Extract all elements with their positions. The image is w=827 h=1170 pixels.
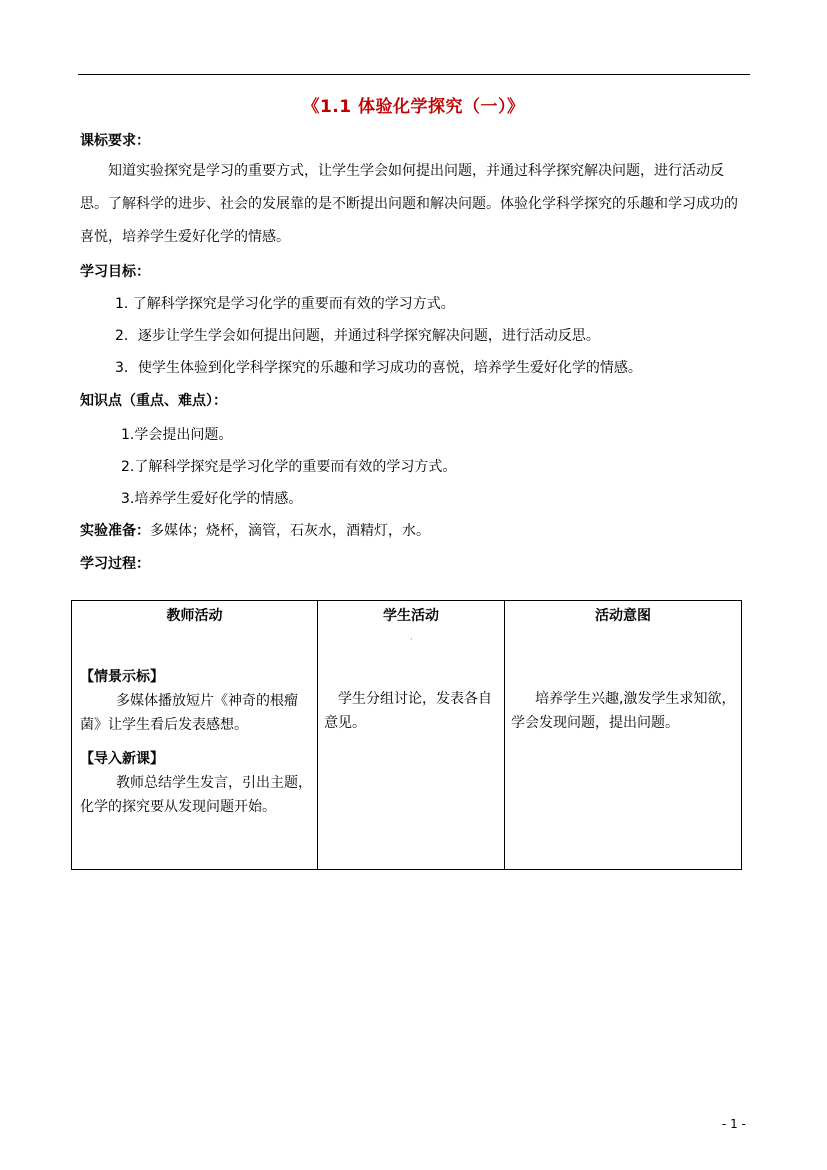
key-point-item-1: 1.学会提出问题。 [121, 427, 233, 443]
intro-title: 【导入新课】 [80, 751, 164, 767]
intent-column [505, 601, 741, 869]
objective-item-1: 1. 了解科学探究是学习化学的重要而有效的学习方式。 [115, 296, 455, 312]
standards-text: 知道实验探究是学习的重要方式，让学生学会如何提出问题，并通过科学探究解决问题，进行活动反思。了解科学的进步、社会的发展靠的是不断提出问题和解决问题。体验化学科学探究的乐趣和学习成功的喜悦，培养学生爱好化学的情感。 [80, 163, 738, 245]
student-column [318, 601, 505, 869]
process-heading: 学习过程： [80, 556, 150, 572]
key-point-item-2: 2.了解科学探究是学习化学的重要而有效的学习方式。 [121, 459, 457, 475]
header-activity-intent: 活动意图 [595, 608, 651, 624]
scenario-text-1: 多媒体播放短片《神奇的根瘤 [116, 693, 298, 709]
page-number: - 1 - [722, 1117, 746, 1131]
stray-dot: · [410, 635, 413, 644]
key-points-heading: 知识点（重点、难点）： [80, 393, 227, 409]
scenario-title: 【情景示标】 [80, 669, 164, 685]
header-teacher-activity: 教师活动 [166, 608, 223, 624]
objective-item-3: 3．使学生体验到化学科学探究的乐趣和学习成功的喜悦，培养学生爱好化学的情感。 [115, 360, 642, 376]
prep-text: 多媒体；烧杯，滴管，石灰水，酒精灯，水。 [150, 523, 430, 539]
prep-label: 实验准备： [80, 523, 150, 539]
prep-line [80, 520, 430, 540]
student-text-2: 意见。 [324, 715, 366, 731]
page-title: 《1.1 体验化学探究（一）》 [302, 97, 525, 117]
standards-heading: 课标要求： [80, 133, 150, 149]
intro-text-2: 化学的探究要从发现问题开始。 [80, 799, 276, 815]
teacher-block-1 [80, 665, 298, 737]
teacher-block-2 [80, 747, 312, 819]
scenario-text-2: 菌》让学生看后发表感想。 [80, 717, 248, 733]
objectives-heading: 学习目标： [80, 264, 150, 280]
intent-text [511, 687, 735, 735]
objective-item-2: 2．逐步让学生学会如何提出问题，并通过科学探究解决问题，进行活动反思。 [115, 328, 600, 344]
intent-text-1: 培养学生兴趣,激发学生求知欲， [535, 691, 736, 707]
process-table [71, 600, 742, 870]
header-student-activity: 学生活动 [383, 608, 439, 624]
top-rule [78, 74, 750, 75]
key-point-item-3: 3.培养学生爱好化学的情感。 [121, 491, 303, 507]
teacher-column [72, 601, 318, 869]
intent-text-2: 学会发现问题，提出问题。 [511, 715, 679, 731]
student-text-1: 学生分组讨论，发表各自 [338, 691, 492, 707]
student-text [324, 687, 492, 735]
intro-text-1: 教师总结学生发言，引出主题， [116, 775, 312, 791]
